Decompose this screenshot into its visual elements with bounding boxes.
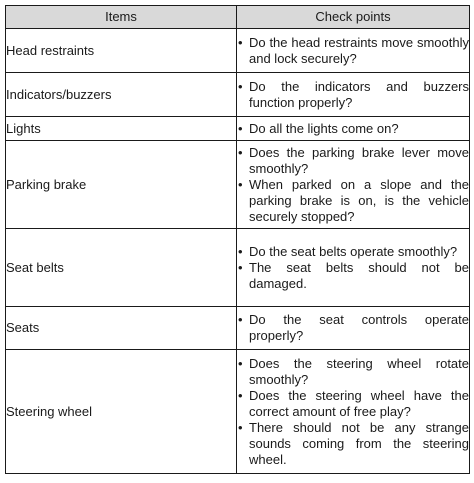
check-point <box>237 145 469 177</box>
bullet-glyph: • <box>238 34 243 50</box>
check-point-text: When parked on a slope and the parking brake is on, is the vehicle securely stopped? <box>249 176 469 224</box>
check-points-cell <box>237 307 470 350</box>
check-point-text: Do the seat belts operate smoothly? <box>249 243 458 259</box>
check-points-cell <box>237 141 470 229</box>
check-point-text: Does the parking brake lever move smoothly? <box>249 144 469 176</box>
check-points-list <box>237 244 469 292</box>
table-row <box>6 73 470 117</box>
check-point-text: Does the steering wheel have the correct amount of free play? <box>249 387 469 419</box>
check-point <box>237 244 469 260</box>
item-seat-belts: Seat belts <box>6 229 237 307</box>
check-points-list <box>237 35 469 67</box>
check-points-cell <box>237 73 470 117</box>
table-header-row <box>6 6 470 29</box>
check-point <box>237 177 469 225</box>
check-point-text: The seat belts should not be damaged. <box>249 259 469 291</box>
bullet-glyph: • <box>238 78 243 94</box>
table-row <box>6 350 470 474</box>
check-points-list <box>237 312 469 344</box>
check-point <box>237 260 469 292</box>
check-points-list <box>237 79 469 111</box>
table-row <box>6 141 470 229</box>
header-check-points: Check points <box>237 6 470 29</box>
item-seats: Seats <box>6 307 237 350</box>
check-points-cell <box>237 117 470 141</box>
check-point <box>237 312 469 344</box>
bullet-glyph: • <box>238 355 243 371</box>
check-point <box>237 79 469 111</box>
header-items: Items <box>6 6 237 29</box>
check-point <box>237 121 469 137</box>
check-point <box>237 420 469 468</box>
check-points-cell <box>237 229 470 307</box>
table-row <box>6 117 470 141</box>
bullet-glyph: • <box>238 419 243 435</box>
check-points-cell <box>237 29 470 73</box>
check-point <box>237 356 469 388</box>
table-row <box>6 307 470 350</box>
check-point <box>237 388 469 420</box>
item-head-restraints: Head restraints <box>6 29 237 73</box>
item-lights: Lights <box>6 117 237 141</box>
bullet-glyph: • <box>238 176 243 192</box>
item-parking-brake: Parking brake <box>6 141 237 229</box>
check-points-list <box>237 145 469 225</box>
check-point-text: Do the indicators and buzzers function properly? <box>249 78 469 110</box>
item-steering-wheel: Steering wheel <box>6 350 237 474</box>
item-indicators-buzzers: Indicators/buzzers <box>6 73 237 117</box>
check-points-list <box>237 121 469 137</box>
bullet-glyph: • <box>238 259 243 275</box>
table-row <box>6 229 470 307</box>
check-points-table <box>5 5 470 474</box>
bullet-glyph: • <box>238 312 243 327</box>
check-point-text: Do all the lights come on? <box>249 120 399 136</box>
check-point-text: Do the seat controls operate properly? <box>249 312 469 343</box>
check-point-text: Do the head restraints move smoothly and lock securely? <box>249 34 469 66</box>
bullet-glyph: • <box>238 243 243 259</box>
bullet-glyph: • <box>238 387 243 403</box>
check-points-list <box>237 356 469 468</box>
check-table-container <box>5 5 469 474</box>
table-row <box>6 29 470 73</box>
check-point <box>237 35 469 67</box>
bullet-glyph: • <box>238 120 243 136</box>
check-points-cell <box>237 350 470 474</box>
check-point-text: Does the steering wheel rotate smoothly? <box>249 355 469 387</box>
check-point-text: There should not be any strange sounds coming from the steering wheel. <box>249 419 469 467</box>
bullet-glyph: • <box>238 144 243 160</box>
